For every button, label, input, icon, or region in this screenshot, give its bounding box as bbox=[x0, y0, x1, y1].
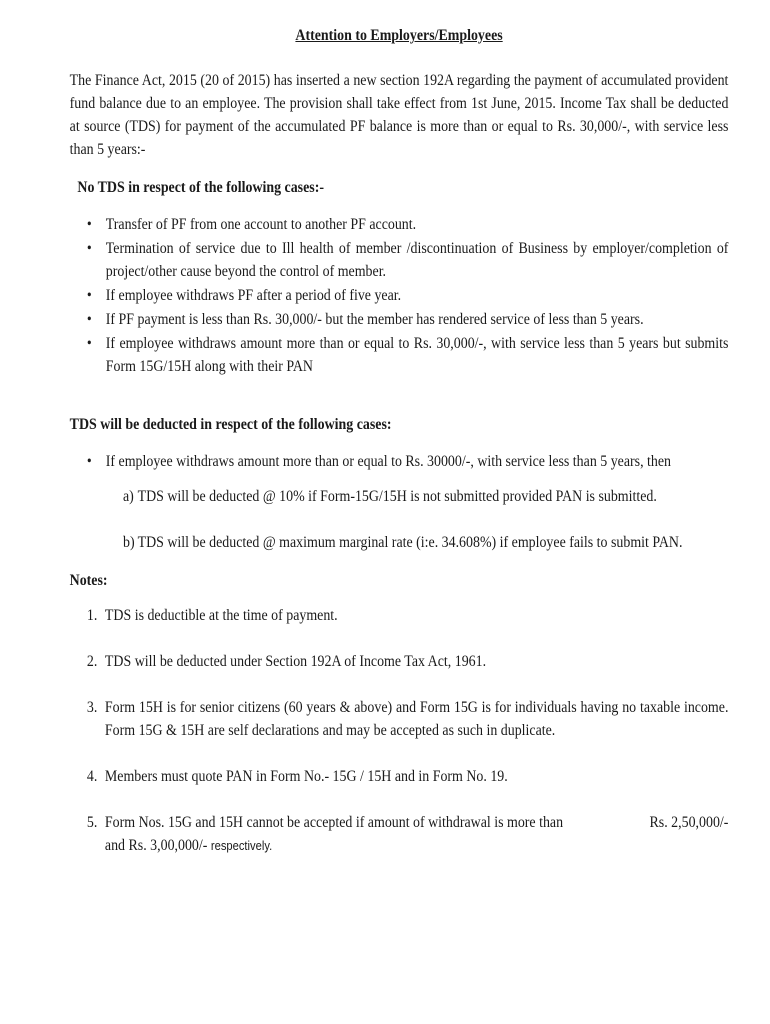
list-item: • If employee withdraws amount more than or equal to Rs. 30000/-, with service less than 5 years, then bbox=[70, 450, 729, 473]
intro-paragraph: The Finance Act, 2015 (20 of 2015) has inserted a new section 192A regarding the payment of accumulated provident fund balance due to an employee. The provision shall take effect from 1st June, 2015. Income Tax shall be deducted at source (TDS) for payment of the accumulated PF balance is more than or equal to Rs. 30,000/-, with service less than 5 years:- bbox=[69, 71, 729, 158]
note-line bbox=[105, 834, 729, 857]
note-item bbox=[70, 811, 729, 857]
tds-heading: TDS will be deducted in respect of the following cases: bbox=[69, 415, 392, 433]
note-number: 3. bbox=[86, 698, 98, 716]
sub-item bbox=[123, 531, 728, 554]
page-title: Attention to Employers/Employees bbox=[295, 26, 503, 44]
list-item: • If employee withdraws PF after a period of five year. bbox=[70, 284, 729, 307]
note-number: 1. bbox=[86, 606, 98, 624]
note-line bbox=[105, 811, 729, 834]
note-text: Members must quote PAN in Form No.- 15G / 15H and in Form No. 19. bbox=[104, 767, 508, 785]
note-text: TDS will be deducted under Section 192A of Income Tax Act, 1961. bbox=[104, 652, 487, 670]
note-text: Form 15H is for senior citizens (60 years & above) and Form 15G is for individuals having no taxable income. Form 15G & 15H are self declarations and may be accepted as such in duplicate. bbox=[104, 698, 729, 739]
note-text: Form Nos. 15G and 15H cannot be accepted if amount of withdrawal is more than bbox=[104, 813, 564, 831]
sub-item bbox=[123, 485, 728, 508]
document-body bbox=[70, 24, 729, 880]
no-tds-list bbox=[70, 213, 729, 378]
list-item: • Termination of service due to Ill health of member /discontinuation of Business by employer/completion of project/other cause beyond the control of member. bbox=[70, 237, 729, 283]
note-item bbox=[70, 696, 729, 742]
note-amount: Rs. 2,50,000/- bbox=[649, 813, 729, 831]
note-text: TDS is deductible at the time of payment. bbox=[104, 606, 338, 624]
no-tds-heading: No TDS in respect of the following cases:- bbox=[77, 178, 324, 196]
tds-list bbox=[70, 450, 729, 473]
note-item bbox=[70, 765, 729, 788]
note-item bbox=[70, 604, 729, 627]
list-item: • Transfer of PF from one account to another PF account. bbox=[70, 213, 729, 236]
sub-item-text: TDS will be deducted @ maximum marginal rate (i:e. 34.608%) if employee fails to submit PAN. bbox=[137, 533, 683, 551]
note-number: 2. bbox=[86, 652, 98, 670]
list-item: • If employee withdraws amount more than or equal to Rs. 30,000/-, with service less than 5 years but submits Form 15G/15H along with their PAN bbox=[70, 332, 729, 378]
sub-item-letter: b) bbox=[122, 533, 135, 551]
notes-heading: Notes: bbox=[69, 571, 108, 589]
tds-sub-list bbox=[123, 485, 728, 554]
note-text-small: respectively. bbox=[210, 838, 273, 853]
sub-item-text: TDS will be deducted @ 10% if Form-15G/15H is not submitted provided PAN is submitted. bbox=[137, 487, 657, 505]
note-text: and Rs. 3,00,000/- bbox=[104, 836, 208, 854]
notes-list bbox=[70, 604, 729, 857]
note-item bbox=[70, 650, 729, 673]
sub-item-letter: a) bbox=[122, 487, 134, 505]
list-item: • If PF payment is less than Rs. 30,000/- but the member has rendered service of less than 5 years. bbox=[70, 308, 729, 331]
note-number: 4. bbox=[86, 767, 98, 785]
note-number: 5. bbox=[86, 813, 98, 831]
